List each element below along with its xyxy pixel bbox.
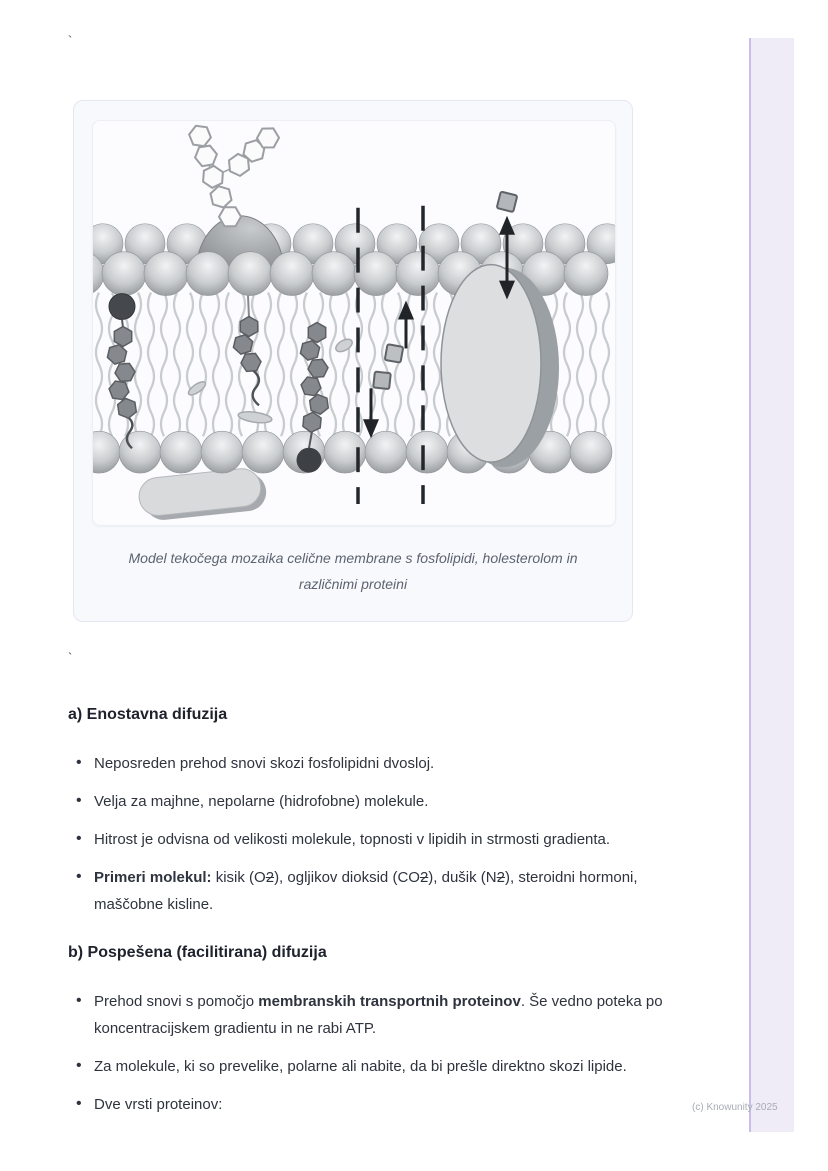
copyright-watermark: (c) Knowunity 2025 xyxy=(692,1102,778,1113)
bullet-item xyxy=(68,750,706,777)
text-run: ), steroidni hormoni, maščobne kisline. xyxy=(94,869,638,913)
bullet-item xyxy=(68,1053,706,1080)
bullet-item xyxy=(68,988,706,1042)
text-run: Primeri molekul: xyxy=(94,869,212,886)
text-run: Za molekule, ki so prevelike, polarne ali nabite, da bi prešle direktno skozi lipide. xyxy=(94,1058,627,1075)
text-run: ), ogljikov dioksid (CO xyxy=(274,869,420,886)
text-run: kisik (O xyxy=(211,869,266,886)
figure-caption: Model tekočega mozaika celične membrane s fosfolipidi, holesterolom in različnimi proteini xyxy=(128,550,578,592)
bullet-list xyxy=(68,750,720,918)
figure-image-panel xyxy=(92,120,616,526)
text-run: 2 xyxy=(419,869,429,886)
text-run: Hitrost je odvisna od velikosti molekule, topnosti v lipidih in strmosti gradienta. xyxy=(94,831,611,848)
text-run: Prehod snovi s pomočjo xyxy=(94,993,259,1010)
right-page-strip xyxy=(749,38,794,1132)
text-run: Velja za majhne, nepolarne (hidrofobne) molekule. xyxy=(94,793,429,810)
bullet-list xyxy=(68,988,720,1118)
peripheral-bean-protein xyxy=(137,466,268,522)
section-heading: a) Enostavna difuzija xyxy=(68,706,228,723)
text-run: Dve vrsti proteinov: xyxy=(94,1096,223,1113)
stray-backtick-top: ` xyxy=(68,33,73,48)
membrane-diagram xyxy=(93,121,615,525)
bullet-item xyxy=(68,788,706,815)
text-run: 2 xyxy=(496,869,505,886)
section-heading: b) Pospešena (facilitirana) difuzija xyxy=(68,944,327,961)
text-run: 2 xyxy=(265,869,275,886)
notes-content xyxy=(68,704,720,1142)
bullet-item xyxy=(68,826,706,853)
transport-protein-cylinder xyxy=(441,265,559,467)
text-run: . Še vedno poteka po koncentracijskem gradientu in ne rabi ATP. xyxy=(94,993,663,1037)
glycoprotein-chain xyxy=(189,126,279,226)
text-run: Neposreden prehod snovi skozi fosfolipidni dvosloj. xyxy=(94,755,435,772)
text-run: membranskih transportnih proteinov xyxy=(258,993,521,1010)
text-run: ), dušik (N xyxy=(428,869,497,886)
bullet-item xyxy=(68,864,706,918)
bullet-item xyxy=(68,1091,706,1118)
figure-card xyxy=(73,100,633,622)
stray-backtick-middle: ` xyxy=(68,650,73,665)
